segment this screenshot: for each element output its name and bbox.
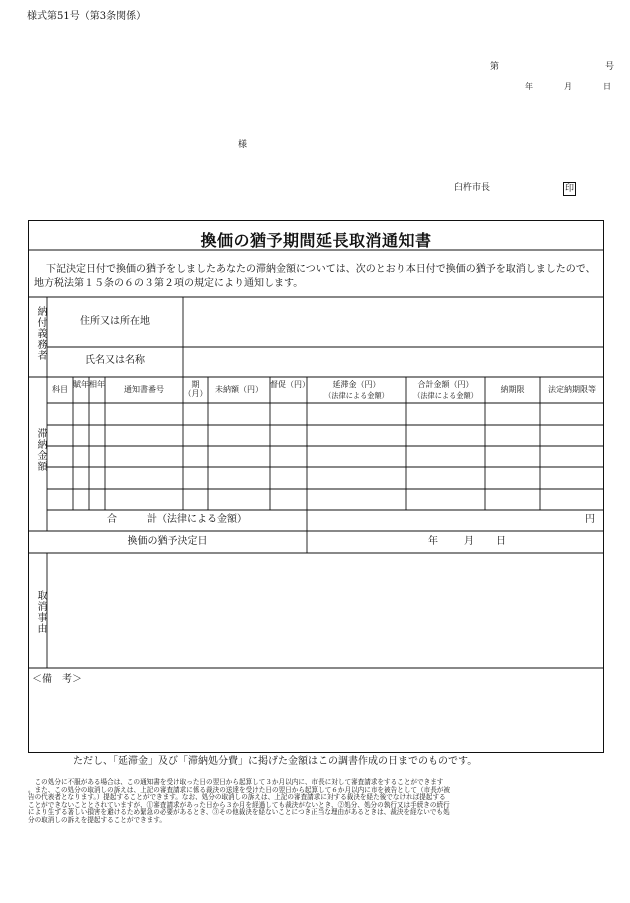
date-year-label: 年 [525,82,533,91]
appeal-notice [28,779,608,824]
notice-title: 換価の猶予期間延長取消通知書 [200,231,432,250]
appeal-line: 分の取消しの訴えを提起することができます。 [28,815,166,824]
header-levy-year: 賦年 [73,380,89,389]
remarks-label: ＜備 考＞ [32,674,82,685]
document-number-suffix: 号 [605,62,615,72]
header-due-date: 納期限 [500,385,525,394]
recipient-suffix: 様 [238,140,248,150]
header-corresponding-year: 相年 [89,380,105,389]
appeal-line: ことができないこととされていますが、①審査請求があった日から３か月を経過しても裁決がないとき、②処分、処分の執行又は手続きの続行 [28,800,450,809]
notice-intro: 下記決定日付で換価の猶予をしましたあなたの滞納金額については、次のとおり本日付で換価の猶予を取消しましたので、地方税法第１５条の６の３第２項の規定により通知します。 [34,264,596,289]
decision-date-label: 換価の猶予決定日 [127,536,208,547]
form-number: 様式第51号（第3条関係） [27,11,147,22]
reason-label: 取消事由 [35,590,46,634]
header-reminder-fee: 督促（円） [270,380,310,389]
appeal-line: 。また、この処分の取消しの訴えは、上記の審査請求に係る裁決の送達を受けた日の翌日から起算して６か月以内に市を被告として（市長が被 [28,785,450,794]
header-statutory-due-date: 法定納期限等 [548,385,596,394]
decision-day-label: 日 [496,536,506,547]
header-total-amount-note: （法律による金額） [413,391,478,400]
appeal-line: により生ずる著しい損害を避けるため緊急の必要があるとき、③その他裁決を経ないことにつき正当な理由があるときは、裁決を経ないでも処 [28,808,450,817]
seal-box: 印 [564,184,574,194]
total-label: 合 計（法律による金額） [107,514,247,525]
arrears-section-label: 滞納金額 [35,428,46,472]
header-notice-number: 通知書番号 [124,385,164,394]
document-number-prefix: 第 [490,62,500,72]
address-label: 住所又は所在地 [80,316,150,327]
footer-note: ただし、「延滞金」及び「滞納処分費」に掲げた金額はこの調書作成の日までのものです。 [73,756,478,767]
header-late-charge: 延滞金（円） [332,380,381,389]
decision-year-label: 年 [428,536,438,547]
header-total-amount: 合計金額（円） [417,380,474,389]
appeal-line: 告の代表者となります。）提起することができます。なお、処分の取消しの訴えは、上記の審査請求に対する裁決を経た後でなければ提起する [28,793,446,802]
name-label: 氏名又は名称 [85,355,145,366]
date-month-label: 月 [564,82,572,91]
appeal-line: この処分に不服がある場合は、この通知書を受け取った日の翌日から起算して３か月以内に、市長に対して審査請求をすることができます [28,778,444,786]
header-late-charge-note: （法律による金額） [324,391,389,400]
total-unit: 円 [585,514,595,525]
header-unpaid-amount: 未納額（円） [215,385,263,394]
header-period: 期（月） [183,380,208,399]
issuer-name: 臼杵市長 [454,183,491,193]
decision-month-label: 月 [464,536,474,547]
taxpayer-section-label: 納付義務者 [35,306,46,361]
date-day-label: 日 [603,82,611,91]
header-subject: 科目 [52,385,68,394]
